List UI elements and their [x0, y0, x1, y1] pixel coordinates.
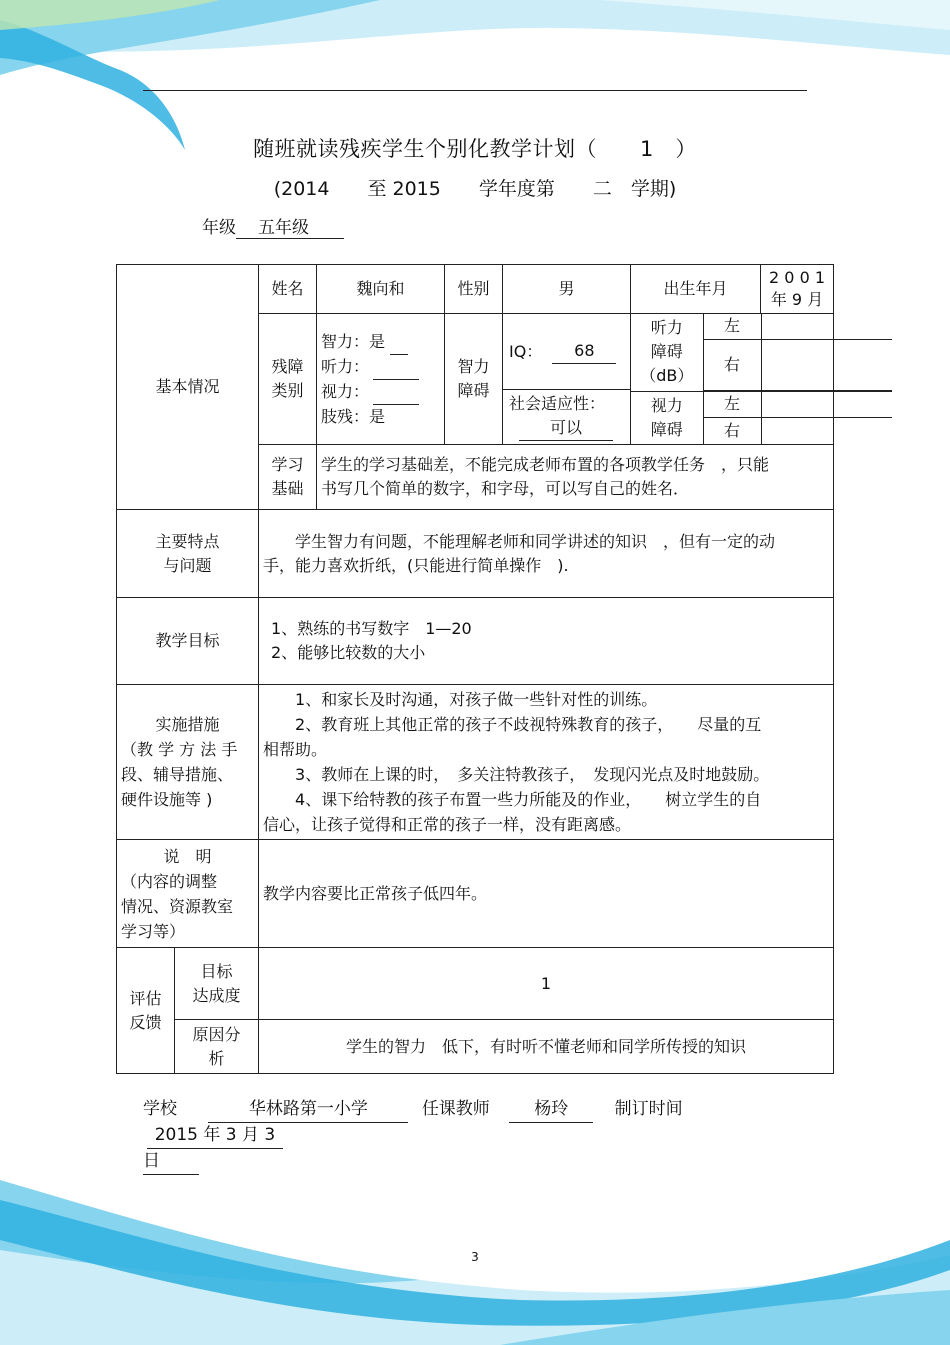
- grade-label: 年级: [202, 218, 236, 238]
- intellect-line: [321, 330, 440, 355]
- birth-month: 年 9 月: [770, 290, 824, 309]
- hearing-right-label: 右: [703, 339, 761, 390]
- table-row: [117, 510, 834, 598]
- school-label: 学校: [143, 1099, 177, 1119]
- date-tail: 日: [143, 1149, 199, 1175]
- study-basis-text: [317, 445, 834, 510]
- vision-right-label: 右: [703, 418, 761, 444]
- label-line: 目标: [200, 961, 233, 981]
- iq-line: [503, 315, 630, 390]
- limb-value: 是: [369, 406, 386, 426]
- text-line: 手，能力喜欢折纸，(只能进行简单操作 ).: [263, 555, 569, 575]
- notes-text: 教学内容要比正常孩子低四年。: [259, 840, 834, 948]
- blank-underline: [373, 380, 419, 405]
- birth-label: 出生年月: [631, 265, 761, 314]
- goal-item: 1、熟练的书写数字 1—20: [271, 619, 472, 638]
- grade-line: [202, 213, 344, 239]
- hearing-left-value: [761, 314, 892, 339]
- intellectual-impairment-label: [445, 314, 503, 445]
- disability-type-label: [259, 314, 317, 445]
- label-line: 与问题: [163, 555, 212, 575]
- measure-item: 3、教师在上课的时， 多关注特教孩子， 发现闪光点及时地鼓励。: [295, 765, 770, 784]
- social-label: 社会适应性：: [509, 393, 606, 413]
- label-line: 智力: [457, 357, 490, 376]
- vision-right-value: [761, 418, 892, 444]
- blank-underline: [373, 355, 419, 380]
- teacher-value: 杨玲: [509, 1097, 593, 1123]
- label-line: 评估: [129, 988, 162, 1008]
- sensory-impairment-cell: [631, 314, 834, 445]
- measure-item: 2、教育班上其他正常的孩子不歧视特殊教育的孩子， 尽量的互: [295, 715, 762, 734]
- measure-item: 4、课下给特教的孩子布置一些力所能及的作业， 树立学生的自: [295, 790, 762, 809]
- label-line: 段、辅导措施、: [121, 765, 234, 784]
- birth-value: [761, 265, 834, 314]
- measure-item: 信心，让孩子觉得和正常的孩子一样，没有距离感。: [263, 815, 632, 834]
- vision-line: [321, 380, 440, 405]
- table-row: [117, 598, 834, 685]
- label-line: 障碍: [457, 381, 490, 400]
- text-line: 学生智力有问题，不能理解老师和同学讲述的知识 ，但有一定的动: [295, 531, 776, 551]
- label-line: 障碍: [650, 342, 683, 362]
- label-line: 硬件设施等 ): [121, 790, 213, 809]
- school-value: 华林路第一小学: [208, 1097, 408, 1123]
- label-line: 主要特点: [155, 531, 220, 551]
- study-basis-label: [259, 445, 317, 510]
- label-line: 原因分: [192, 1024, 241, 1044]
- text-line: 书写几个简单的数字，和字母，可以写自己的姓名．: [321, 479, 690, 498]
- label-line: 说 明: [163, 846, 212, 866]
- page-subtitle: (2014 至 2015 学年度第 二 学期): [273, 178, 677, 200]
- hearing-label: 听力：: [321, 356, 370, 376]
- label-line: （dB）: [640, 366, 694, 386]
- label-line: 听力: [650, 318, 683, 338]
- table-row: [117, 948, 834, 1020]
- hearing-impair-label: [631, 314, 703, 391]
- label-line: 实施措施: [155, 715, 220, 734]
- label-line: （内容的调整: [121, 871, 218, 891]
- basic-section-label: 基本情况: [117, 265, 259, 510]
- name-label: 姓名: [259, 265, 317, 314]
- goal-item: 2、能够比较数的大小: [271, 643, 426, 662]
- gender-value: 男: [503, 265, 631, 314]
- vision-left-label: 左: [703, 391, 761, 417]
- label-line: （教 学 方 法 手: [121, 740, 238, 759]
- header-rule: [143, 90, 807, 91]
- intellect-value: 是: [369, 331, 386, 351]
- label-line: 学习等）: [121, 921, 186, 941]
- limb-label: 肢残：: [321, 406, 370, 426]
- label-line: 学习: [271, 455, 304, 474]
- date-label: 制订时间: [614, 1099, 683, 1119]
- goal-achievement-label: [175, 948, 259, 1020]
- date-value: 2015 年 3 月 3: [147, 1123, 283, 1149]
- disability-label-line: 类别: [271, 381, 304, 400]
- vision-impair-label: [631, 391, 703, 444]
- intellect-label: 智力：: [321, 331, 370, 351]
- disability-types: [317, 314, 445, 445]
- teacher-label: 任课教师: [421, 1099, 490, 1119]
- hearing-right-value: [761, 339, 892, 390]
- gender-label: 性别: [445, 265, 503, 314]
- features-text: [259, 510, 834, 598]
- iq-value: 68: [552, 339, 616, 364]
- label-line: 视力: [650, 395, 683, 415]
- name-value: 魏向和: [317, 265, 445, 314]
- blank-underline: [390, 330, 408, 355]
- footer: [143, 1097, 815, 1175]
- label-line: 障碍: [650, 419, 683, 439]
- limb-line: [321, 405, 440, 429]
- label-line: 反馈: [129, 1012, 162, 1032]
- measures-text: [259, 685, 834, 840]
- reason-text: 学生的智力 低下，有时听不懂老师和同学所传授的知识: [259, 1020, 834, 1074]
- birth-year: 2 0 0 1: [769, 268, 826, 287]
- goal-achievement-value: 1: [259, 948, 834, 1020]
- measure-item: 1、和家长及时沟通，对孩子做一些针对性的训练。: [295, 690, 658, 709]
- page-number: 3: [471, 1250, 479, 1264]
- notes-label: [117, 840, 259, 948]
- social-value: 可以: [519, 416, 613, 441]
- vision-left-value: [761, 391, 892, 417]
- evaluation-label: [117, 948, 175, 1074]
- measures-label: [117, 685, 259, 840]
- hearing-left-label: 左: [703, 314, 761, 339]
- vision-label: 视力：: [321, 381, 370, 401]
- text-line: 学生的学习基础差，不能完成老师布置的各项教学任务 ，只能: [321, 455, 770, 474]
- iq-label: IQ：: [509, 341, 543, 361]
- table-row: [117, 685, 834, 840]
- label-line: 基础: [271, 479, 304, 498]
- goals-label: 教学目标: [117, 598, 259, 685]
- plan-table: [116, 264, 834, 1074]
- disability-label-line: 残障: [271, 357, 304, 376]
- social-line: [503, 390, 630, 444]
- table-row: [117, 265, 834, 314]
- reason-label: [175, 1020, 259, 1074]
- label-line: 达成度: [192, 985, 241, 1005]
- features-label: [117, 510, 259, 598]
- page-title: 随班就读残疾学生个别化教学计划（ 1 ）: [253, 137, 697, 161]
- label-line: 情况、资源教室: [121, 896, 234, 916]
- table-row: [117, 840, 834, 948]
- table-row: [117, 1020, 834, 1074]
- grade-value: 五年级: [236, 213, 344, 239]
- measure-item: 相帮助。: [263, 740, 328, 759]
- iq-social-cell: [503, 314, 631, 445]
- hearing-line: [321, 355, 440, 380]
- sensory-grid: [631, 314, 892, 444]
- label-line: 析: [208, 1048, 225, 1068]
- goals-text: [259, 598, 834, 685]
